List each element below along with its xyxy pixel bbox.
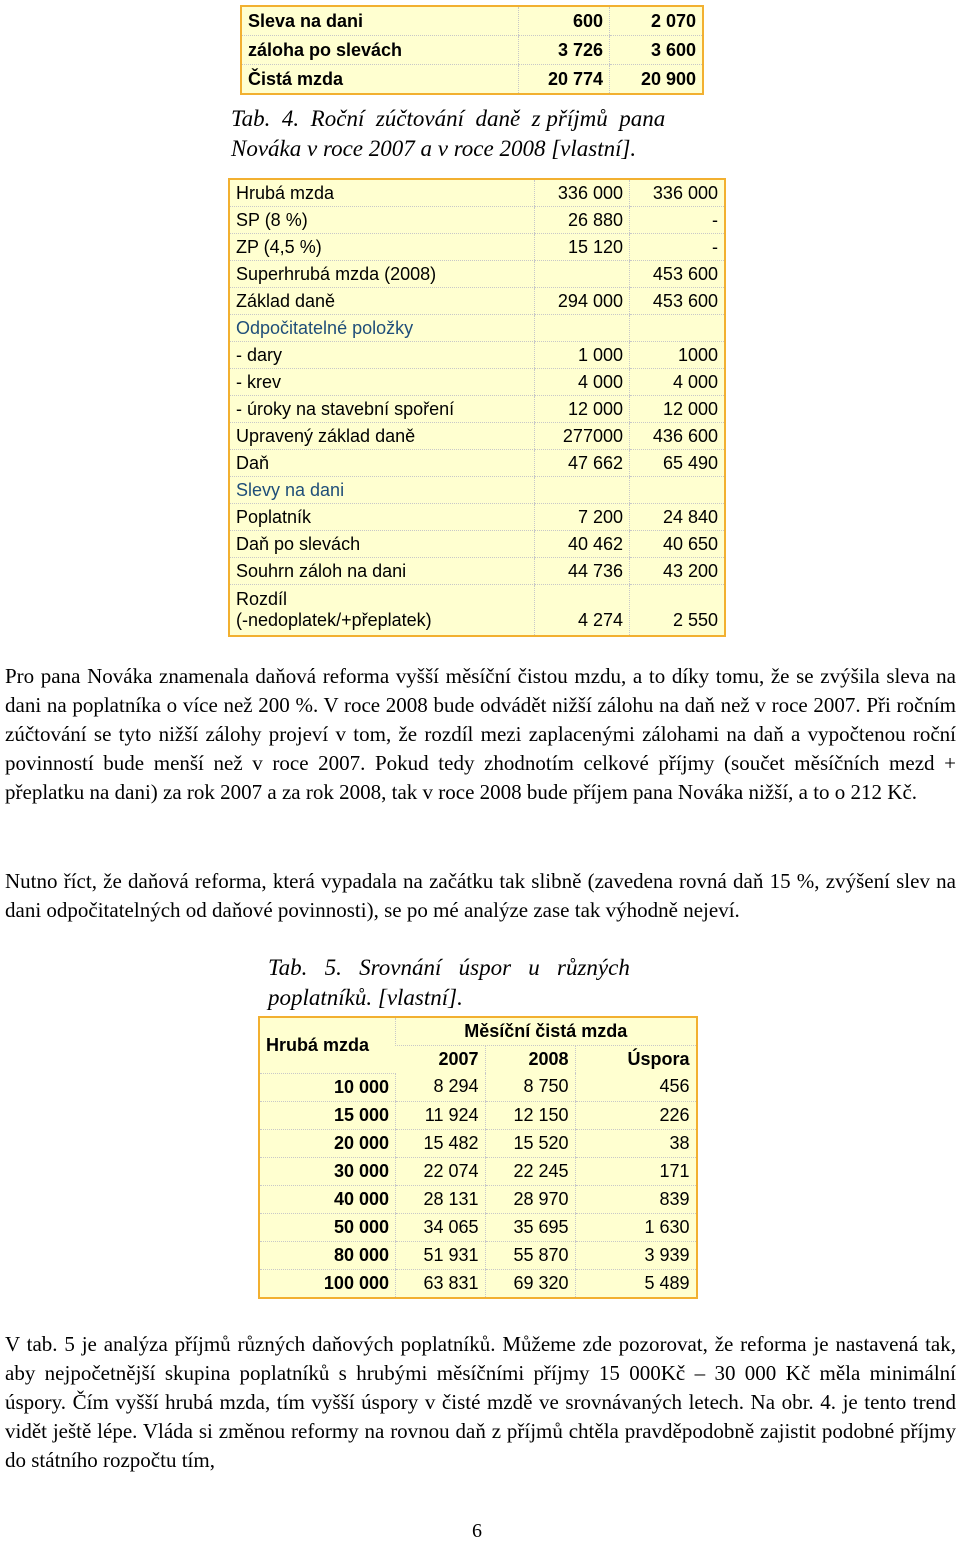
net-2007: 34 065 (396, 1213, 486, 1241)
gross-wage: 15 000 (259, 1101, 396, 1129)
table-row (229, 315, 725, 342)
value-2008: 65 490 (630, 450, 726, 477)
header-2008: 2008 (485, 1046, 575, 1074)
value-2008 (630, 315, 726, 342)
savings-comparison-table (258, 1016, 698, 1299)
gross-wage: 30 000 (259, 1157, 396, 1185)
net-2007: 28 131 (396, 1185, 486, 1213)
table-row (229, 342, 725, 369)
row-label: - krev (229, 369, 535, 396)
saving: 3 939 (575, 1241, 697, 1269)
net-2007: 63 831 (396, 1269, 486, 1298)
table5-caption-line1: Tab. 5. Srovnání úspor u různých (268, 955, 630, 980)
saving: 38 (575, 1129, 697, 1157)
value-2008: 1000 (630, 342, 726, 369)
table-row (229, 477, 725, 504)
table-row-difference (229, 585, 725, 637)
row-label: Hrubá mzda (229, 179, 535, 207)
gross-wage: 50 000 (259, 1213, 396, 1241)
table5-header-row-1 (259, 1017, 697, 1046)
table-row (259, 1101, 697, 1129)
value-2008: 40 650 (630, 531, 726, 558)
gross-wage: 20 000 (259, 1129, 396, 1157)
net-2008: 8 750 (485, 1073, 575, 1101)
net-2008: 22 245 (485, 1157, 575, 1185)
table-row (229, 234, 725, 261)
value-2007: 7 200 (535, 504, 630, 531)
row-label: Sleva na dani (241, 6, 519, 36)
net-2007: 22 074 (396, 1157, 486, 1185)
value-2007: 44 736 (535, 558, 630, 585)
value-2008: 436 600 (630, 423, 726, 450)
header-monthly-net-wage: Měsíční čistá mzda (396, 1017, 697, 1046)
net-2008: 15 520 (485, 1129, 575, 1157)
saving: 5 489 (575, 1269, 697, 1298)
value-2007: 15 120 (535, 234, 630, 261)
net-2008: 28 970 (485, 1185, 575, 1213)
value-2008: 3 600 (610, 36, 704, 65)
saving: 839 (575, 1185, 697, 1213)
annual-tax-settlement-table (228, 178, 726, 637)
table-row (259, 1241, 697, 1269)
row-label: Poplatník (229, 504, 535, 531)
net-2007: 15 482 (396, 1129, 486, 1157)
paragraph-reform-effect: Pro pana Nováka znamenala daňová reforma vyšší měsíční čistou mzdu, a to díky tomu, že se zvýšila sleva na dani na poplatníka o více než 200 %. V roce 2008 bude odvádět nižší zálohu na daň než v roce 2007. Při ročním zúčtování se tyto nižší zálohy projeví v tom, že rozdíl mezi zaplacenými zálohami na daň a vypočtenou roční povinností bude menší než v roce 2007. Pokud tedy zhodnotím celkové příjmy (součet měsíčních mezd + přeplatku na dani) za rok 2007 a za rok 2008, tak v roce 2008 bude příjem pana Nováka nižší, a to o 212 Kč. (5, 664, 956, 804)
net-wage-summary-body (241, 6, 703, 94)
row-label: Slevy na dani (229, 477, 535, 504)
value-2008: - (630, 207, 726, 234)
value-2008: 453 600 (630, 288, 726, 315)
table-row (241, 65, 703, 95)
annual-tax-settlement-body (229, 179, 725, 636)
row-label: - úroky na stavební spoření (229, 396, 535, 423)
table-row (229, 207, 725, 234)
header-saving: Úspora (575, 1046, 697, 1074)
value-2007: 4 000 (535, 369, 630, 396)
net-2008: 55 870 (485, 1241, 575, 1269)
header-2007: 2007 (438, 1049, 479, 1069)
table-row (259, 1185, 697, 1213)
row-label: Souhrn záloh na dani (229, 558, 535, 585)
table-row (259, 1129, 697, 1157)
difference-label-line1: Rozdíl (236, 589, 288, 609)
gross-wage: 10 000 (259, 1073, 396, 1101)
table-row (229, 504, 725, 531)
value-2008: 336 000 (630, 179, 726, 207)
saving: 171 (575, 1157, 697, 1185)
value-2007: 277000 (535, 423, 630, 450)
value-2007 (535, 315, 630, 342)
value-2007: 3 726 (519, 36, 610, 65)
value-2007: 4 274 (535, 585, 630, 637)
row-label: záloha po slevách (241, 36, 519, 65)
value-2008 (630, 477, 726, 504)
value-2008: 24 840 (630, 504, 726, 531)
value-2007: 1 000 (535, 342, 630, 369)
table-row (259, 1213, 697, 1241)
value-2008: 2 550 (630, 585, 726, 637)
gross-wage: 100 000 (323, 1272, 389, 1293)
header-gross-wage: Hrubá mzda (259, 1017, 396, 1073)
row-label: Odpočitatelné položky (229, 315, 535, 342)
value-2008: 4 000 (630, 369, 726, 396)
row-label: Čistá mzda (248, 68, 344, 89)
table-row (259, 1157, 697, 1185)
table-row (229, 369, 725, 396)
value-2007: 294 000 (535, 288, 630, 315)
table-row (229, 558, 725, 585)
saving: 1 630 (575, 1213, 697, 1241)
table4-caption (231, 104, 665, 164)
net-2008: 35 695 (485, 1213, 575, 1241)
saving: 226 (575, 1101, 697, 1129)
value-2007 (535, 477, 630, 504)
table-row (241, 6, 703, 36)
row-label: Daň (229, 450, 535, 477)
table-row (229, 423, 725, 450)
paragraph-conclusion: Nutno říct, že daňová reforma, která vypadala na začátku tak slibně (zavedena rovná daň 15 %, zvýšení slev na dani odpočitatelných od daňové povinnosti), se po mé analýze zase tak výhodně nejeví. (5, 869, 956, 922)
gross-wage: 80 000 (259, 1241, 396, 1269)
net-2008: 69 320 (485, 1269, 575, 1298)
value-2007: 47 662 (535, 450, 630, 477)
saving: 456 (575, 1073, 697, 1101)
row-label: - dary (229, 342, 535, 369)
table-row (259, 1269, 697, 1298)
net-2008: 12 150 (485, 1101, 575, 1129)
net-2007: 11 924 (396, 1101, 486, 1129)
table-row (229, 531, 725, 558)
value-2007: 26 880 (535, 207, 630, 234)
difference-label-line2: (-nedoplatek/+přeplatek) (236, 610, 432, 630)
value-2007: 600 (519, 6, 610, 36)
value-2008: 2 070 (610, 6, 704, 36)
value-2008: 43 200 (630, 558, 726, 585)
net-2007: 8 294 (396, 1073, 486, 1101)
table-row (259, 1073, 697, 1101)
net-wage-summary-table (240, 5, 704, 95)
table5-caption-line2: poplatníků. [vlastní]. (268, 985, 463, 1010)
table-row (229, 396, 725, 423)
table-row (241, 36, 703, 65)
value-2007: 336 000 (535, 179, 630, 207)
paragraph-analysis: V tab. 5 je analýza příjmů různých daňových poplatníků. Můžeme zde pozorovat, že reforma je nastavená tak, aby nejpočetnější skupina poplatníků s hrubými měsíčními příjmy 15 000Kč – 30 000 Kč měla minimální úspory. Čím vyšší hrubá mzda, tím vyšší úspory v čisté mzdě ve srovnávaných letech. Na obr. 4. je tento trend vidět ještě lépe. Vláda si změnou reformy na rovnou daň z příjmů chtěla pravděpodobně zajistit podobné příjmy do státního rozpočtu tím, (5, 1332, 956, 1472)
page-number: 6 (472, 1520, 482, 1542)
row-label: ZP (4,5 %) (229, 234, 535, 261)
value-2007: 20 774 (519, 65, 610, 95)
table5-caption (268, 953, 704, 1013)
net-2007: 51 931 (396, 1241, 486, 1269)
table4-caption-line2: Nováka v roce 2007 a v roce 2008 [vlastní]. (231, 136, 637, 161)
row-label: Upravený základ daně (229, 423, 535, 450)
value-2007: 12 000 (535, 396, 630, 423)
value-2008: 20 900 (610, 65, 704, 95)
value-2008: 12 000 (630, 396, 726, 423)
gross-wage: 40 000 (259, 1185, 396, 1213)
value-2008: - (630, 234, 726, 261)
row-label-difference (229, 585, 535, 637)
table-row (229, 450, 725, 477)
row-label: Superhrubá mzda (2008) (229, 261, 535, 288)
table4-caption-line1: Tab. 4. Roční zúčtování daně z příjmů pana (231, 106, 666, 131)
value-2007 (535, 261, 630, 288)
table-row (229, 261, 725, 288)
row-label: Základ daně (229, 288, 535, 315)
row-label: SP (8 %) (229, 207, 535, 234)
row-label: Daň po slevách (229, 531, 535, 558)
table-row (229, 179, 725, 207)
savings-comparison-body (259, 1073, 697, 1298)
value-2008: 453 600 (630, 261, 726, 288)
table-row (229, 288, 725, 315)
value-2007: 40 462 (535, 531, 630, 558)
